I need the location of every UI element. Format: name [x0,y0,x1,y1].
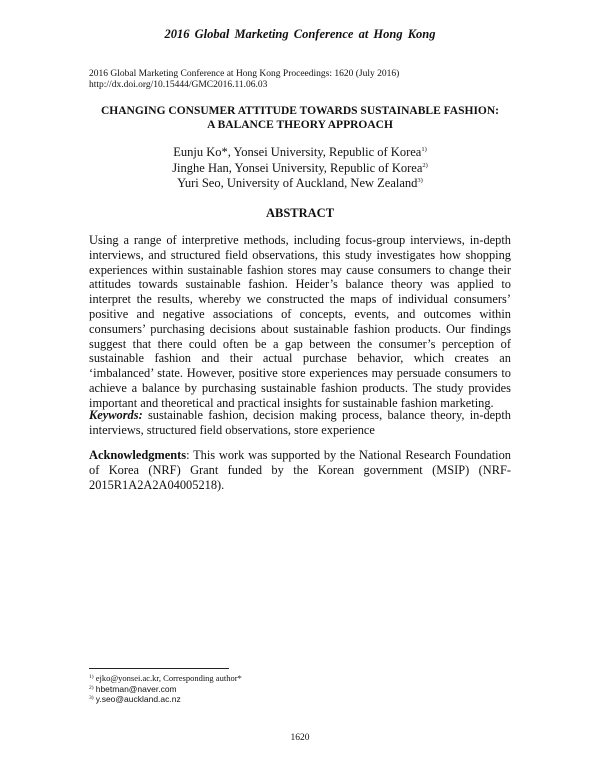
keywords-paragraph [89,408,511,438]
footnote-text: hbetman@naver.com [95,683,177,694]
footnote-mark: 2) [89,684,94,691]
acknowledgments-text: : This work was supported by the National Research Foundation of Korea (NRF) Grant funded by the Korean government (MSIP) (NRF-2015R1A2A2A04005218). [89,448,511,492]
footnote-divider [89,668,229,669]
keywords-label: Keywords: [89,408,143,422]
abstract-heading: ABSTRACT [265,206,335,220]
proceedings-info [89,69,399,91]
proceedings-citation: 2016 Global Marketing Conference at Hong Kong Proceedings: 1620 (July 2016) [89,69,400,79]
page-number: 1620 [290,733,310,743]
paper-title [60,104,540,132]
acknowledgments-paragraph [89,448,511,492]
footnote-text: y.seo@auckland.ac.nz [95,694,181,704]
footnote-item [89,673,242,684]
keywords-text: sustainable fashion, decision making process, balance theory, in-depth interviews, structured field observations, store experience [89,408,511,437]
footnote-mark: 3) [89,695,94,701]
abstract-body: Using a range of interpretive methods, including focus-group interviews, in-depth interviews, and structured field observations, this study investigates how shopping experiences within sustainable fashion stores may cause consumers to change their attitudes towards sustainable fashion. Heider’s balance theory was applied to interpret the results, whereby we constructed the maps of individual consumers’ positive and negative associations of concepts, events, and outcomes within consumers’ purchasing decisions about sustainable fashion products. Our findings suggest that there could often be a gap between the consumer’s perception of sustainable fashion and their actual purchase behavior, which creates an ‘imbalanced’ state. However, positive store experiences may persuade consumers to achieve a balance by purchasing sustainable fashion products. The study provides important and theoretical and practical insights for sustainable fashion marketing. [89,233,511,410]
footnotes [89,673,242,705]
author-text: Jinghe Han, Yonsei University, Republic of Korea [172,160,423,175]
acknowledgments-label: Acknowledgments [89,448,187,462]
footnote-item [89,684,242,695]
footnote-text: ejko@yonsei.ac.kr, Corresponding author* [95,673,242,683]
author-line [60,176,540,192]
author-footnote-mark: 1) [421,146,427,153]
author-line [60,161,540,177]
author-list [60,145,540,192]
running-head: 2016 Global Marketing Conference at Hong Kong [164,27,436,41]
title-line-2: A BALANCE THEORY APPROACH [207,119,393,131]
author-footnote-mark: 2) [422,161,428,169]
title-line-1: CHANGING CONSUMER ATTITUDE TOWARDS SUSTAINABLE FASHION: [101,105,499,117]
author-footnote-mark: 3) [417,177,423,184]
author-text: Yuri Seo, University of Auckland, New Zealand [177,176,418,190]
doi-link[interactable]: http://dx.doi.org/10.15444/GMC2016.11.06.03 [89,80,268,90]
footnote-item [89,694,242,705]
footnote-mark: 1) [89,674,94,680]
author-text: Eunju Ko*, Yonsei University, Republic of Korea [173,145,422,159]
author-line [60,145,540,161]
